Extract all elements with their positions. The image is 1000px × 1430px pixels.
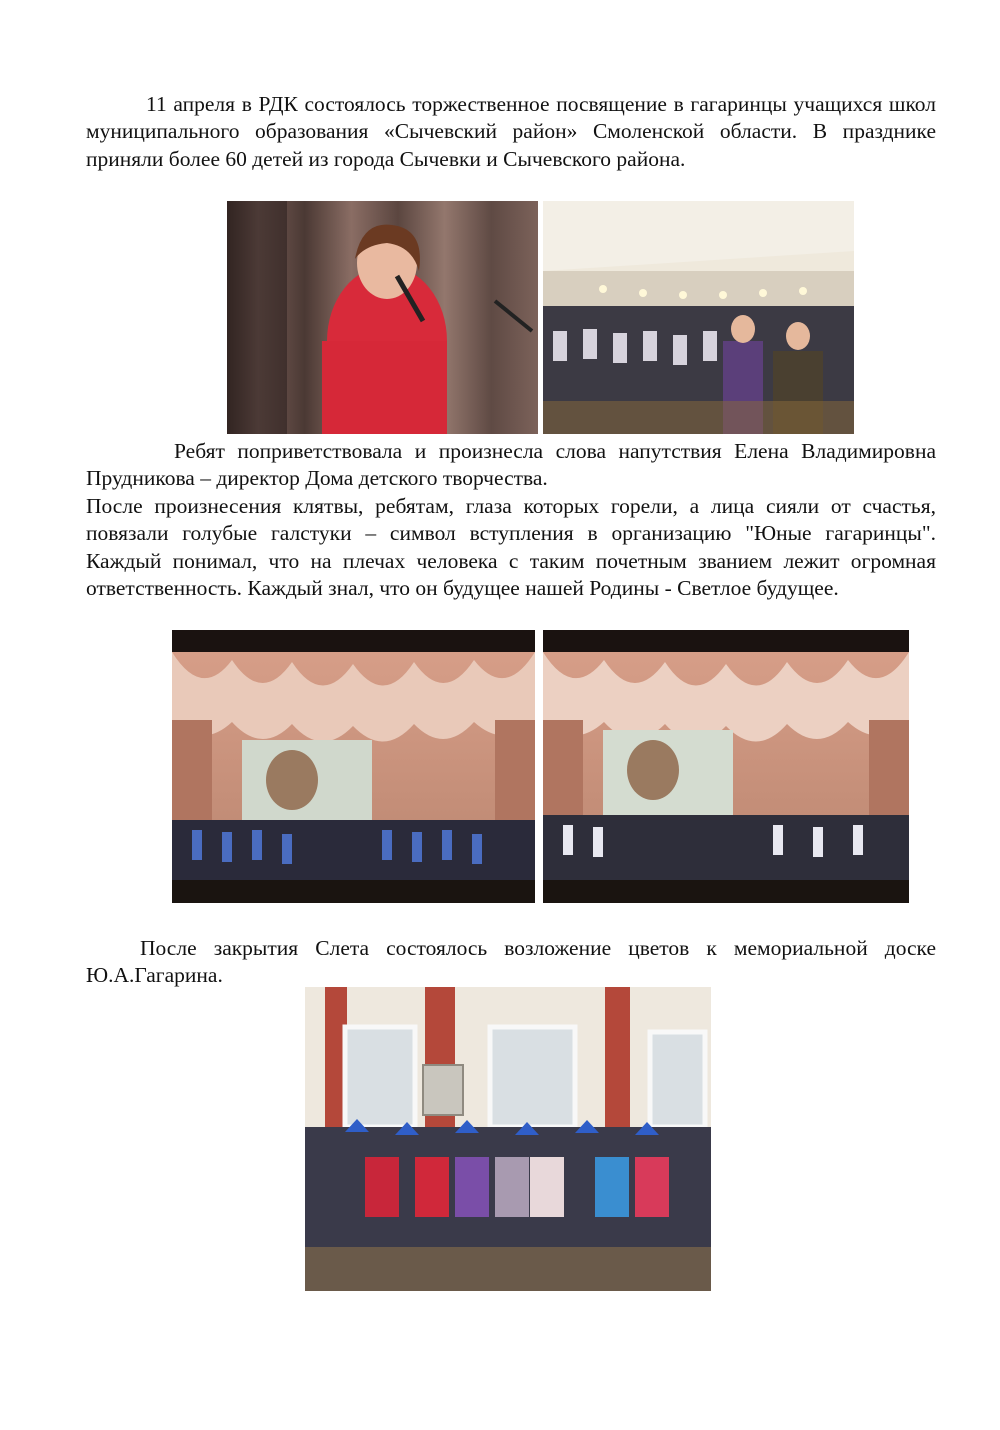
paragraph-flowers: После закрытия Слета состоялось возложение цветов к мемориальной доске Ю.А.Гагарина. [86,936,936,988]
paragraph-oath: После произнесения клятвы, ребятам, глаза которых горели, а лица сияли от счастья, повязали голубые галстуки – символ вступления в организацию "Юные гагаринцы". Каждый понимал, что на плечах человека с таким почетным званием лежит огромная ответственность. Каждый знал, что он будущее нашей Родины - Светлое будущее. [86,494,936,601]
photo-stage-right [543,630,909,903]
paragraph-greeting: Ребят поприветствовала и произнесла слова напутствия Елена Владимировна Прудникова – директор Дома детского творчества. [86,439,936,491]
photo-stage-left [172,630,535,903]
photo-audience [543,201,854,434]
paragraph-intro: 11 апреля в РДК состоялось торжественное посвящение в гагаринцы учащихся школ муниципального образования «Сычевский район» Смоленской области. В празднике приняли более 60 детей из города Сычевки и Сычевского района. [86,92,936,171]
photo-memorial-group [305,987,711,1291]
photo-speaker [227,201,538,434]
